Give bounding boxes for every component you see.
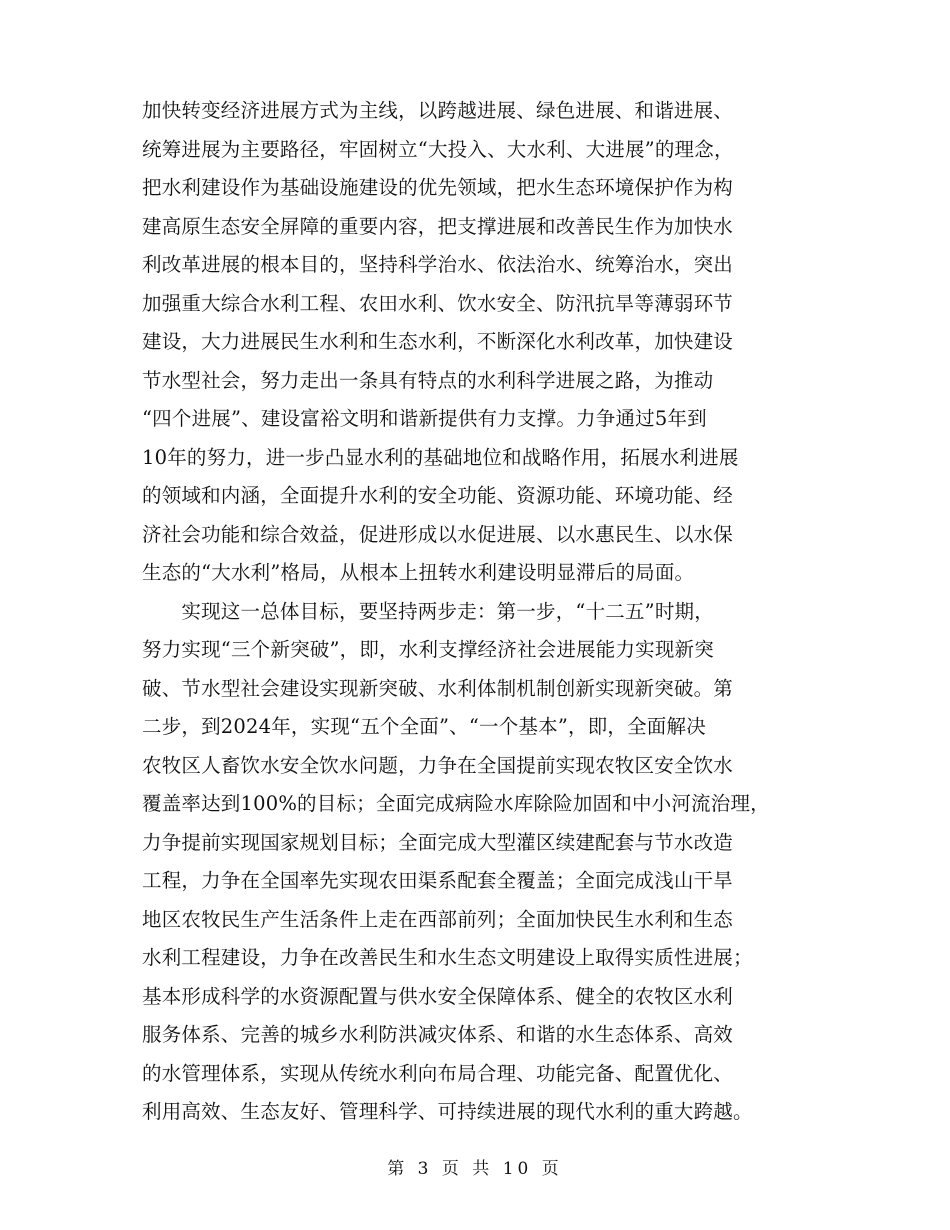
text-line: 二步，到2024年，实现“五个全面”、“一个基本”，即，全面解决: [142, 715, 706, 738]
text-line: 覆盖率达到100%的目标；全面完成病险水库除险加固和中小河流治理，: [142, 792, 770, 815]
text-line: 破、节水型社会建设实现新突破、水利体制机制创新实现新突破。第: [142, 676, 734, 700]
text-line: “四个进展”、建设富裕文明和谐新提供有力支撑。力争通过5年到: [142, 407, 707, 430]
text-line: 的水管理体系，实现从传统水利向布局合理、功能完备、配置优化、: [142, 1061, 734, 1085]
text-line: 统筹进展为主要路径，牢固树立“大投入、大水利、大进展”的理念，: [142, 137, 734, 161]
text-line: 农牧区人畜饮水安全饮水问题，力争在全国提前实现农牧区安全饮水: [142, 753, 734, 777]
text-line: 建高原生态安全屏障的重要内容，把支撑进展和改善民生作为加快水: [142, 214, 734, 238]
text-line: 加快转变经济进展方式为主线，以跨越进展、绿色进展、和谐进展、: [142, 99, 734, 122]
text-line: 把水利建设作为基础设施建设的优先领域，把水生态环境保护作为构: [142, 176, 734, 199]
text-line: 节水型社会，努力走出一条具有特点的水利科学进展之路，为推动: [142, 368, 714, 392]
body-text: [142, 92, 822, 1132]
text-line: 利改革进展的根本目的，坚持科学治水、依法治水、统筹治水，突出: [142, 253, 734, 276]
text-line: 服务体系、完善的城乡水利防洪减灾体系、和谐的水生态体系、高效: [142, 1023, 734, 1046]
text-line: 济社会功能和综合效益，促进形成以水促进展、以水惠民生、以水保: [142, 522, 734, 546]
text-line: 的领域和内涵，全面提升水利的安全功能、资源功能、环境功能、经: [142, 484, 734, 507]
text-line: 基本形成科学的水资源配置与供水安全保障体系、健全的农牧区水利: [142, 984, 734, 1008]
text-line: 生态的“大水利”格局，从根本上扭转水利建设明显滞后的局面。: [142, 561, 695, 584]
text-line: 建设，大力进展民生水利和生态水利，不断深化水利改革，加快建设: [142, 330, 734, 353]
text-line: 工程，力争在全国率先实现农田渠系配套全覆盖；全面完成浅山干旱: [142, 869, 734, 892]
text-line: 地区农牧民生产生活条件上走在西部前列；全面加快民生水利和生态: [142, 907, 734, 931]
text-line: 利用高效、生态友好、管理科学、可持续进展的现代水利的重大跨越。: [142, 1100, 753, 1123]
text-line: 10年的努力，进一步凸显水利的基础地位和战略作用，拓展水利进展: [142, 445, 739, 469]
text-line: 加强重大综合水利工程、农田水利、饮水安全、防汛抗旱等薄弱环节: [142, 291, 734, 315]
paragraph-start-line: 实现这一总体目标，要坚持两步走：第一步，“十二五”时期，: [142, 599, 714, 623]
page-number-footer: 第 3 页 共 10 页: [387, 1159, 563, 1179]
text-line: 努力实现“三个新突破”，即，水利支撑经济社会进展能力实现新突: [142, 638, 714, 661]
text-line: 水利工程建设，力争在改善民生和水生态文明建设上取得实质性进展；: [142, 946, 753, 969]
text-line: 力争提前实现国家规划目标；全面完成大型灌区续建配套与节水改造: [142, 830, 734, 854]
